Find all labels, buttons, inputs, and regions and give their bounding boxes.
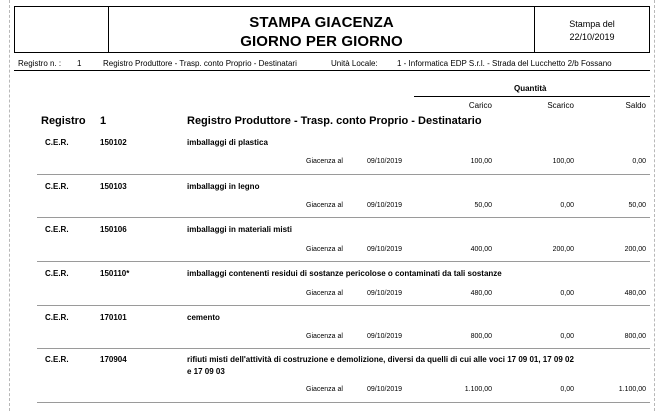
cer-label: C.E.R. — [45, 355, 69, 364]
cer-label: C.E.R. — [45, 313, 69, 322]
quantita-header-rule — [414, 96, 650, 97]
info-bar-rule — [14, 70, 650, 71]
report-title-line2: GIORNO PER GIORNO — [240, 33, 403, 50]
cer-description: imballaggi contenenti residui di sostanze pericolose o contaminati da tali sostanze — [187, 269, 502, 278]
giacenza-saldo: 800,00 — [624, 333, 646, 340]
entry-separator — [37, 348, 650, 349]
giacenza-scarico: 0,00 — [560, 333, 574, 340]
cer-description-continued: e 17 09 03 — [187, 367, 225, 376]
cer-description: imballaggi in legno — [187, 182, 260, 191]
page-margin-guide-right — [654, 0, 655, 411]
giacenza-date: 09/10/2019 — [367, 202, 403, 209]
giacenza-label: Giacenza al — [306, 386, 343, 393]
registro-description: Registro Produttore - Trasp. conto Proprio - Destinatari — [103, 59, 297, 68]
giacenza-saldo: 0,00 — [632, 158, 646, 165]
cer-description: imballaggi in materiali misti — [187, 225, 292, 234]
entry-separator — [37, 305, 650, 306]
giacenza-date: 09/10/2019 — [367, 333, 403, 340]
giacenza-label: Giacenza al — [306, 333, 343, 340]
giacenza-scarico: 0,00 — [560, 290, 574, 297]
column-header-saldo: Saldo — [625, 101, 646, 110]
giacenza-carico: 480,00 — [470, 290, 492, 297]
cer-label: C.E.R. — [45, 182, 69, 191]
page-margin-guide-left — [9, 0, 10, 411]
print-date-value: 22/10/2019 — [569, 32, 615, 42]
print-date-label: Stampa del — [569, 19, 615, 29]
giacenza-carico: 100,00 — [470, 158, 492, 165]
cer-code: 150110* — [100, 269, 130, 278]
giacenza-scarico: 100,00 — [552, 158, 574, 165]
cer-code: 150106 — [100, 225, 127, 234]
cer-description: cemento — [187, 313, 220, 322]
giacenza-date: 09/10/2019 — [367, 386, 403, 393]
giacenza-label: Giacenza al — [306, 246, 343, 253]
giacenza-saldo: 200,00 — [624, 246, 646, 253]
giacenza-carico: 800,00 — [470, 333, 492, 340]
quantita-group-header: Quantità — [514, 84, 547, 93]
giacenza-date: 09/10/2019 — [367, 290, 403, 297]
cer-code: 170904 — [100, 355, 127, 364]
cer-label: C.E.R. — [45, 269, 69, 278]
giacenza-label: Giacenza al — [306, 290, 343, 297]
cer-description: rifiuti misti dell'attività di costruzione e demolizione, diversi da quelli di cui alle voci 17 09 01, 17 09 02 — [187, 355, 574, 364]
giacenza-scarico: 200,00 — [552, 246, 574, 253]
header-logo-box — [14, 6, 109, 53]
column-header-scarico: Scarico — [547, 101, 574, 110]
giacenza-label: Giacenza al — [306, 158, 343, 165]
unita-locale-label: Unità Locale: — [331, 59, 378, 68]
column-header-carico: Carico — [468, 101, 492, 110]
giacenza-saldo: 1.100,00 — [618, 386, 646, 393]
unita-locale-value: 1 - Informatica EDP S.r.l. - Strada del Lucchetto 2/b Fossano — [397, 59, 612, 68]
report-title-line1: STAMPA GIACENZA — [249, 14, 394, 31]
giacenza-date: 09/10/2019 — [367, 246, 403, 253]
registro-number-label: Registro n. : — [18, 59, 62, 68]
entry-separator — [37, 402, 650, 403]
giacenza-scarico: 0,00 — [560, 202, 574, 209]
entry-separator — [37, 261, 650, 262]
header-title-box — [108, 6, 535, 53]
giacenza-label: Giacenza al — [306, 202, 343, 209]
giacenza-carico: 50,00 — [474, 202, 492, 209]
giacenza-carico: 400,00 — [470, 246, 492, 253]
cer-code: 150103 — [100, 182, 127, 191]
cer-label: C.E.R. — [45, 138, 69, 147]
giacenza-saldo: 480,00 — [624, 290, 646, 297]
entry-separator — [37, 174, 650, 175]
cer-description: imballaggi di plastica — [187, 138, 268, 147]
giacenza-saldo: 50,00 — [628, 202, 646, 209]
giacenza-date: 09/10/2019 — [367, 158, 403, 165]
giacenza-scarico: 0,00 — [560, 386, 574, 393]
entry-separator — [37, 217, 650, 218]
cer-code: 170101 — [100, 313, 127, 322]
registro-heading-number: 1 — [100, 115, 107, 127]
registro-number-value: 1 — [77, 59, 82, 68]
giacenza-carico: 1.100,00 — [464, 386, 492, 393]
cer-code: 150102 — [100, 138, 127, 147]
registro-heading-description: Registro Produttore - Trasp. conto Proprio - Destinatario — [187, 115, 482, 127]
header-print-date-box — [534, 6, 650, 53]
cer-label: C.E.R. — [45, 225, 69, 234]
registro-heading-label: Registro — [41, 115, 86, 127]
